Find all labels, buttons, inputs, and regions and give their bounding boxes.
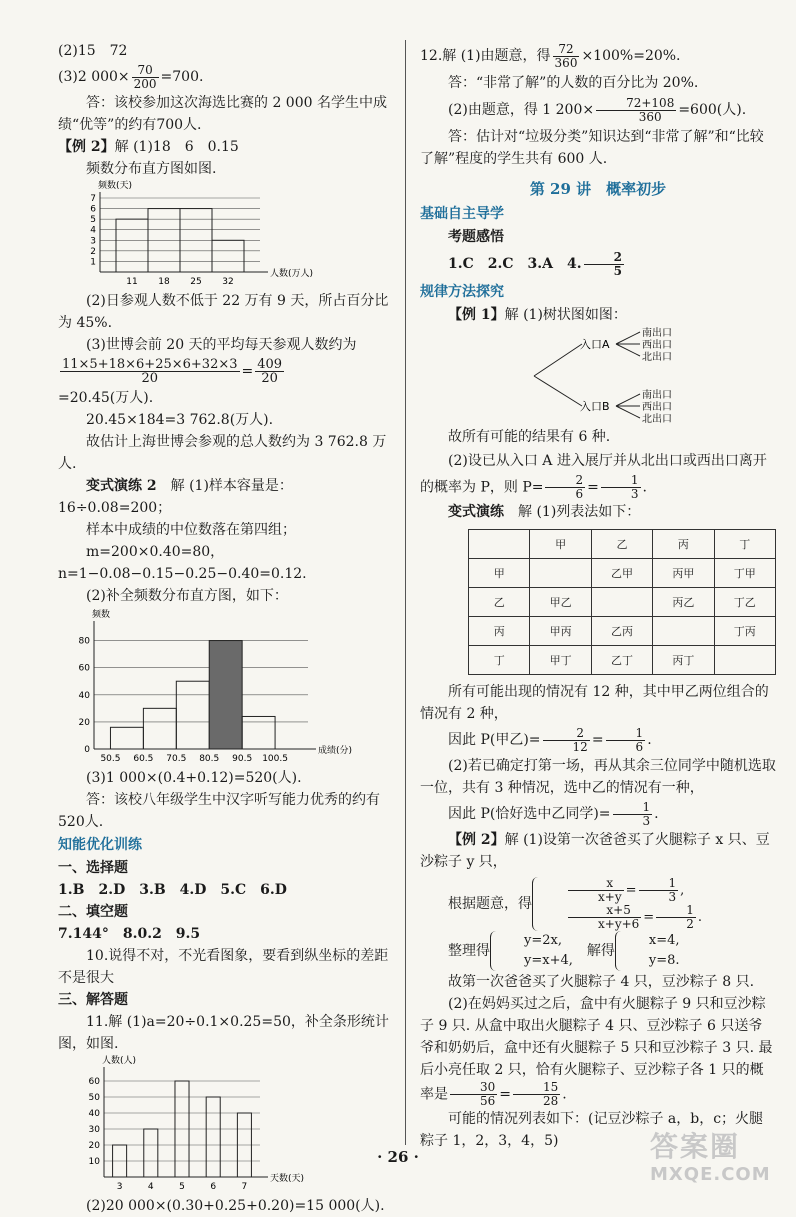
fraction xyxy=(656,904,696,931)
example-tag: 变式演练 xyxy=(448,504,504,520)
x-tick-label: 7 xyxy=(241,1182,248,1192)
x-axis-label: 成绩(分) xyxy=(318,746,353,756)
text: 解 (1)树状图如图： xyxy=(504,307,627,323)
answer-line xyxy=(58,62,398,92)
tree-leaf: 北出口 xyxy=(642,414,672,425)
denominator: 20 xyxy=(141,371,159,386)
answer-line: (2)补全频数分布直方图，如下： xyxy=(86,588,288,604)
answer-line: (2)日参观人数不低于 22 万有 9 天，所占百分比为 45%. xyxy=(58,293,389,331)
y-tick-label: 20 xyxy=(88,1141,100,1151)
fraction xyxy=(553,43,580,70)
histogram-bar xyxy=(143,708,176,749)
table-cell: 丁丙 xyxy=(714,617,775,646)
numerator: 409 xyxy=(257,357,283,372)
denominator: 360 xyxy=(554,55,578,70)
histogram-bar xyxy=(110,727,143,749)
table-cell: 甲 xyxy=(530,530,591,559)
y-tick-label: 2 xyxy=(90,246,96,257)
tree-leaf: 南出口 xyxy=(642,390,672,401)
numerator: 70 xyxy=(132,64,159,78)
subsection-heading: 考题感悟 xyxy=(448,229,504,245)
table-cell: 乙丁 xyxy=(591,646,652,675)
outcome-table xyxy=(468,529,776,675)
section-heading: 知能优化训练 xyxy=(58,837,142,853)
table-cell: 乙甲 xyxy=(591,559,652,588)
y-tick-label: 80 xyxy=(78,636,90,647)
tree-node-b: 入口B xyxy=(580,400,610,413)
numerator: 1 xyxy=(601,474,641,488)
table-cell xyxy=(714,646,775,675)
denominator: 3 xyxy=(630,487,639,501)
answer-line: 因此 P(恰好选中乙同学)= $\frac{1}{3}$ . xyxy=(448,799,659,828)
fraction xyxy=(543,727,590,754)
x-axis-label: 天数(天) xyxy=(270,1174,305,1184)
subsection-heading: 二、填空题 xyxy=(58,904,128,920)
x-tick-label: 90.5 xyxy=(232,754,253,764)
answer-line: (2)若已确定打第一场，再从其余三位同学中随机选取一位，共有 3 种情况，选中乙的情况有一种， xyxy=(420,758,776,796)
numerator: 11×5+18×6+25×6+32×3 xyxy=(62,357,238,372)
answer-line: (3)世博会前 20 天的平均每天参观人数约为 xyxy=(86,337,357,353)
numerator: 72+108 xyxy=(596,97,676,111)
text: 解 (1)设第一次爸爸买了火腿粽子 x 只、豆沙粽子 y 只， xyxy=(420,832,770,870)
denominator: 6 xyxy=(575,487,584,501)
example-line xyxy=(58,475,398,519)
tree-diagram xyxy=(520,326,780,426)
fraction xyxy=(450,1081,497,1108)
y-tick-label: 6 xyxy=(90,204,96,215)
x-axis-label: 人数(万人) xyxy=(270,269,314,279)
numerator: x xyxy=(568,877,624,891)
y-tick-label: 7 xyxy=(90,194,96,204)
watermark-url: MXQE.COM xyxy=(650,1164,771,1185)
answer-line xyxy=(420,94,776,126)
answer-line: 因此 P(甲乙)= $\frac{2}{12}$ = $\frac{1}{6}$ . xyxy=(448,725,652,754)
table-cell xyxy=(530,559,591,588)
text: (2)由题意，得 1 200× xyxy=(448,102,595,118)
answer-line: 7.144° 8.0.2 9.5 xyxy=(58,926,201,942)
table-cell xyxy=(653,617,714,646)
brace-system xyxy=(490,931,573,971)
table-cell xyxy=(591,588,652,617)
y-axis-label: 人数(人) xyxy=(102,1056,137,1066)
example-line xyxy=(420,501,776,523)
fraction xyxy=(513,1081,560,1108)
answer-line: (2)在妈妈买过之后，盒中有火腿粽子 9 只和豆沙粽子 9 只. 从盒中取出火腿粽子 4 只、豆沙粽子 6 只送爷爷和奶奶后，盒中还有火腿粽子 5 只和豆沙粽子 3 只. 最后小亮任取 2 只，恰有火腿粽子、豆沙粽子各 1 只的概率是 $\frac{30}{56}$ = $\frac{15}{28}$ . xyxy=(420,996,773,1108)
histogram-bar xyxy=(212,240,244,272)
table-cell: 乙丙 xyxy=(591,617,652,646)
answer-line: 答：“非常了解”的人数的百分比为 20%. xyxy=(448,75,699,91)
watermark-text: 答案圈 xyxy=(650,1130,741,1163)
x-tick-label: 5 xyxy=(179,1182,185,1192)
y-axis-label: 频数(天) xyxy=(98,181,133,191)
numerator: 2 xyxy=(543,727,590,741)
x-tick-label: 6 xyxy=(210,1182,217,1192)
text: 12.解 (1)由题意，得 xyxy=(420,48,551,64)
tree-branch xyxy=(534,344,582,406)
fraction xyxy=(584,251,624,278)
answer-line: 所有可能出现的情况有 12 种，其中甲乙两位组合的情况有 2 种， xyxy=(420,684,769,722)
answer-line: =20.45(万人). xyxy=(58,390,154,406)
fraction xyxy=(568,904,641,931)
table-cell xyxy=(469,530,530,559)
histogram-bar xyxy=(242,716,275,749)
text: 1.C 2.C 3.A 4. xyxy=(448,256,582,272)
numerator: 2 xyxy=(545,474,585,488)
equation-system xyxy=(420,877,776,931)
column-divider xyxy=(405,40,406,1145)
numerator: 1 xyxy=(656,904,696,918)
table-row xyxy=(469,646,776,675)
table-cell: 甲丙 xyxy=(530,617,591,646)
section-heading: 规律方法探究 xyxy=(420,284,504,300)
fraction xyxy=(606,727,646,754)
y-tick-label: 40 xyxy=(78,690,90,701)
fraction xyxy=(568,877,624,904)
fraction xyxy=(60,358,240,385)
tree-leaf: 西出口 xyxy=(642,340,672,351)
text: 整理得 xyxy=(448,943,490,959)
answer-line: 可能的情况列表如下：(记豆沙粽子 a，b，c；火腿粽子 1，2，3，4，5) xyxy=(420,1111,764,1149)
y-tick-label: 4 xyxy=(90,225,96,236)
x-tick-label: 18 xyxy=(158,277,170,287)
x-tick-label: 25 xyxy=(190,277,202,287)
answer-line: (3)1 000×(0.4+0.12)=520(人). xyxy=(86,770,302,786)
histogram-bar xyxy=(176,681,209,749)
table-cell: 丁 xyxy=(469,646,530,675)
table-cell: 丁 xyxy=(714,530,775,559)
y-tick-label: 30 xyxy=(88,1125,100,1135)
x-tick-label: 3 xyxy=(116,1182,123,1192)
denominator: 20 xyxy=(261,371,278,386)
example-tag: 【例 2】 xyxy=(448,832,505,848)
example-line xyxy=(420,829,776,873)
text: 因此 P(恰好选中乙同学)= xyxy=(448,806,611,822)
text: 解 (1)样本容量是：16÷0.08=200； xyxy=(58,478,293,516)
example-line xyxy=(420,304,776,326)
table-cell: 乙 xyxy=(469,588,530,617)
y-tick-label: 50 xyxy=(88,1093,100,1103)
x-tick-label: 32 xyxy=(222,277,234,287)
text: 解得 xyxy=(586,943,615,959)
equation: y=8. xyxy=(648,953,680,968)
brace-system: $\frac{x}{x+y}$ = $\frac{1}{3}$ , $\frac{x+5}{x+y+6}$ = $\frac{1}{2}$ . xyxy=(532,877,702,931)
x-tick-label: 70.5 xyxy=(166,754,187,764)
numerator: 15 xyxy=(513,1081,560,1095)
example-tag: 【例 2】 xyxy=(58,139,115,155)
y-tick-label: 3 xyxy=(90,236,96,247)
answer-line: 故第一次爸爸买了火腿粽子 4 只，豆沙粽子 8 只. xyxy=(448,974,755,990)
text: = xyxy=(241,363,254,380)
fraction xyxy=(596,97,676,124)
numerator: x+5 xyxy=(568,904,641,918)
table-cell: 丙乙 xyxy=(653,588,714,617)
x-tick-label: 60.5 xyxy=(133,754,154,764)
subsection-heading: 一、选择题 xyxy=(58,860,128,876)
table-cell: 丙 xyxy=(653,530,714,559)
fraction xyxy=(601,474,641,501)
table-cell: 丁乙 xyxy=(714,588,775,617)
y-tick-label: 60 xyxy=(78,663,90,674)
denominator: 360 xyxy=(638,109,662,124)
table-cell: 甲 xyxy=(469,559,530,588)
text: (2)在妈妈买过之后，盒中有火腿粽子 9 只和豆沙粽子 9 只. 从盒中取出火腿粽子 4 只、豆沙粽子 6 只送爷爷和奶奶后，盒中还有火腿粽子 5 只和豆沙粽子 3 只. 最后小亮任取 2 只，恰有火腿粽子、豆沙粽子各 1 只的概率是 xyxy=(420,996,773,1103)
table-cell: 甲乙 xyxy=(530,588,591,617)
text: (2)设已从入口 A 进入展厅并从北出口或西出口离开的概率为 P，则 P= xyxy=(420,453,767,496)
denominator: 3 xyxy=(668,890,677,904)
text: 解 (1)列表法如下： xyxy=(518,504,641,520)
example-line xyxy=(58,136,398,158)
text: = xyxy=(625,883,637,898)
answer-line: 样本中成绩的中位数落在第四组； xyxy=(86,522,296,538)
bar-chart-3 xyxy=(78,1055,308,1195)
denominator: 200 xyxy=(133,76,157,91)
fraction xyxy=(255,358,284,385)
formula-line xyxy=(58,358,398,385)
text: =600(人). xyxy=(678,102,747,118)
section-heading: 基础自主导学 xyxy=(420,206,504,222)
table-row xyxy=(469,617,776,646)
watermark-logo xyxy=(650,1130,790,1192)
table-cell: 丙甲 xyxy=(653,559,714,588)
numerator: 72 xyxy=(553,43,580,57)
table-row xyxy=(469,588,776,617)
answer-line xyxy=(420,40,776,72)
left-column xyxy=(58,40,398,1217)
x-tick-label: 80.5 xyxy=(199,754,220,764)
denominator: x+y+6 xyxy=(598,917,640,931)
denominator: 6 xyxy=(635,739,644,754)
table-row xyxy=(469,559,776,588)
numerator: 1 xyxy=(639,877,679,891)
numerator: 30 xyxy=(450,1081,497,1095)
answer-line: 20.45×184=3 762.8(万人). xyxy=(86,412,274,428)
answer-line: 10.说得不对，不光看图象，要看到纵坐标的差距不是很大 xyxy=(58,948,389,986)
answer-line: (2)15 72 xyxy=(58,43,128,59)
y-tick-label: 10 xyxy=(88,1157,100,1167)
y-tick-label: 60 xyxy=(88,1077,100,1087)
histogram-bar xyxy=(116,219,148,272)
equation-system xyxy=(420,931,776,971)
answer-line: (2)设已从入口 A 进入展厅并从北出口或西出口离开的概率为 P，则 P= $\frac{2}{6}$ = $\frac{1}{3}$ . xyxy=(420,453,767,501)
denominator: 28 xyxy=(543,1094,559,1108)
equation: y=2x, xyxy=(524,933,562,948)
answer-line: 答：该校参加这次海选比赛的 2 000 名学生中成绩“优等”的约有700人. xyxy=(58,95,387,133)
numerator: 1 xyxy=(613,801,653,815)
page-number: · 26 · xyxy=(377,1148,419,1166)
answer-line: 答：该校八年级学生中汉字听写能力优秀的约有520人. xyxy=(58,792,380,830)
denominator: 3 xyxy=(642,813,651,828)
table-cell: 丁甲 xyxy=(714,559,775,588)
y-tick-label: 40 xyxy=(88,1109,100,1119)
x-tick-label: 4 xyxy=(147,1182,154,1192)
text: 根据题意，得 xyxy=(448,896,532,912)
numerator: 1 xyxy=(606,727,646,741)
table-cell: 丙丁 xyxy=(653,646,714,675)
answer-line: m=200×0.40=80，n=1−0.08−0.15−0.25−0.40=0.12. xyxy=(58,544,307,582)
answer-line: 频数分布直方图如图. xyxy=(86,161,217,177)
table-cell: 乙 xyxy=(591,530,652,559)
example-tag: 变式演练 2 xyxy=(86,478,157,494)
tree-branch xyxy=(616,332,640,418)
answer-line: 故估计上海世博会参观的总人数约为 3 762.8 万人. xyxy=(58,434,387,472)
text: 因此 P(甲乙)= xyxy=(448,732,541,748)
x-tick-label: 50.5 xyxy=(100,754,121,764)
tree-leaf: 北出口 xyxy=(642,352,672,363)
denominator: 56 xyxy=(480,1094,496,1108)
histogram-chart-1 xyxy=(78,180,314,290)
text: (3)2 000× xyxy=(58,69,130,85)
table-cell: 丙 xyxy=(469,617,530,646)
answer-line: 11.解 (1)a=20÷0.1×0.25=50，补全条形统计图，如图. xyxy=(58,1014,389,1052)
fraction xyxy=(132,64,159,91)
answer-line: 1.B 2.D 3.B 4.D 5.C 6.D xyxy=(58,882,287,898)
fraction xyxy=(545,474,585,501)
answer-line: 答：估计对“垃圾分类”知识达到“非常了解”和“比较了解”程度的学生共有 600 人. xyxy=(420,129,764,167)
denominator: 2 xyxy=(686,917,694,931)
y-tick-label: 1 xyxy=(90,257,96,268)
fraction xyxy=(613,801,653,828)
text: 解 (1)18 6 0.15 xyxy=(114,139,239,155)
y-axis-label: 频数 xyxy=(92,610,111,620)
text: ×100%=20%. xyxy=(581,48,681,64)
tree-leaf: 南出口 xyxy=(642,328,672,339)
answer-line xyxy=(420,248,776,280)
numerator: 2 xyxy=(584,251,624,265)
tree-node-a: 入口A xyxy=(580,338,610,351)
tree-leaf: 西出口 xyxy=(642,402,672,413)
table-cell: 甲丁 xyxy=(530,646,591,675)
histogram-bar xyxy=(209,641,242,749)
denominator: 5 xyxy=(613,263,622,278)
denominator: 12 xyxy=(572,739,588,754)
y-tick-label: 0 xyxy=(84,745,90,755)
lecture-title: 第 29 讲 概率初步 xyxy=(529,180,667,198)
answer-line: 故所有可能的结果有 6 种. xyxy=(448,429,611,445)
histogram-chart-2 xyxy=(58,607,358,767)
subsection-heading: 三、解答题 xyxy=(58,992,128,1008)
y-tick-label: 20 xyxy=(78,717,90,728)
x-tick-label: 11 xyxy=(126,277,138,287)
table-row xyxy=(469,530,776,559)
example-tag: 【例 1】 xyxy=(448,307,505,323)
equation: y=x+4, xyxy=(524,953,573,968)
fraction xyxy=(639,877,679,904)
text: =700. xyxy=(160,69,204,85)
answer-line: (2)20 000×(0.30+0.25+0.20)=15 000(人). xyxy=(86,1198,385,1214)
denominator: x+y xyxy=(598,890,622,904)
equation: x=4, xyxy=(648,933,680,948)
y-tick-label: 5 xyxy=(90,215,96,226)
brace-system xyxy=(615,931,680,971)
x-tick-label: 100.5 xyxy=(262,754,288,764)
right-column xyxy=(420,40,776,1152)
